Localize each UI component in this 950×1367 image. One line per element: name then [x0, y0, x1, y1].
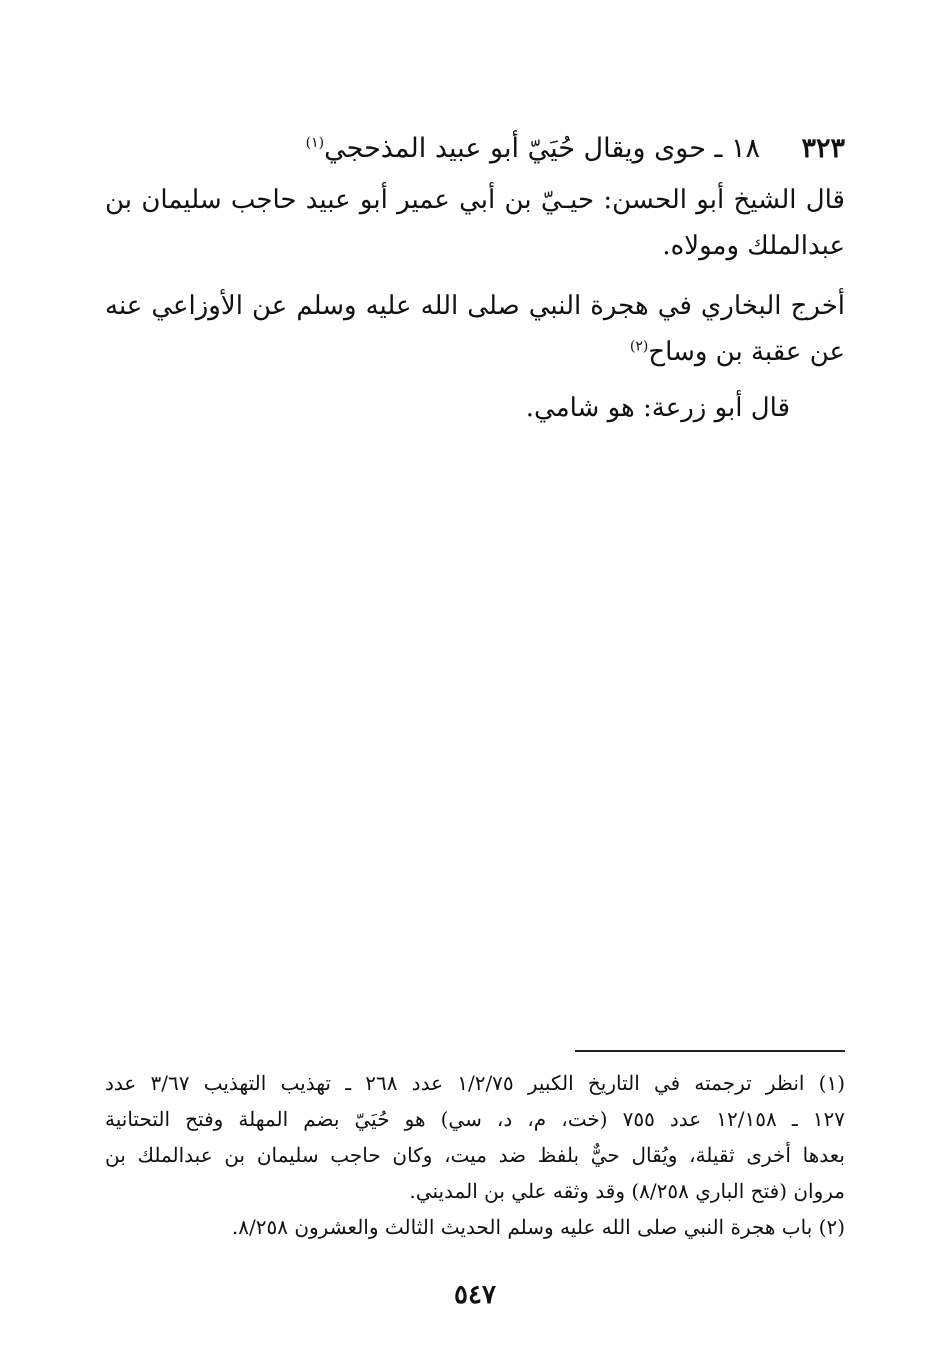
paragraph-2-line-2-text: عن عقبة بن وساح — [648, 337, 845, 367]
paragraph-2-line-2 — [630, 334, 845, 370]
entry-number: ٣٢٣ — [801, 133, 845, 164]
footnote-ref-2: (٢) — [629, 338, 649, 355]
footnote-2-line-1: (٢) باب هجرة النبي صلى الله عليه وسلم الحديث الثالث والعشرون ٨/٢٥٨. — [231, 1215, 845, 1239]
entry-sub-number: ١٨ — [730, 133, 760, 164]
footnote-1-line-3: بعدها أخرى ثقيلة، ويُقال حيٌّ بلفظ ضد ميت، وكان حاجب سليمان بن عبدالملك بن — [105, 1143, 845, 1167]
footnote-ref-1: (١) — [305, 135, 325, 151]
entry-heading-text: ـ حوى ويقال حُيَيّ أبو عبيد المذحجي — [324, 133, 723, 164]
entry-heading — [306, 131, 760, 167]
page-number: ٥٤٧ — [454, 1280, 496, 1310]
footnote-1-line-1: (١) انظر ترجمته في التاريخ الكبير ١/٢/٧٥ عدد ٢٦٨ ـ تهذيب التهذيب ٣/٦٧ عدد — [105, 1071, 845, 1095]
footnote-1-line-2: ١٢٧ ـ ١٢/١٥٨ عدد ٧٥٥ (خت، م، د، سي) هو حُيَيّ بضم المهلة وفتح التحتانية — [105, 1107, 845, 1131]
footnote-1-line-4: مروان (فتح الباري ٨/٢٥٨) وقد وثقه علي بن المديني. — [409, 1179, 845, 1203]
paragraph-2-line-1: أخرج البخاري في هجرة النبي صلى الله عليه وسلم عن الأوزاعي عنه — [105, 291, 845, 321]
paragraph-1-line-1: قال الشيخ أبو الحسن: حيـيّ بن أبي عمير أبو عبيد حاجب سليمان بن — [105, 185, 845, 215]
paragraph-3: قال أبو زرعة: هو شامي. — [525, 393, 790, 423]
paragraph-1-line-2: عبدالملك ومولاه. — [662, 231, 845, 261]
footnote-divider — [575, 1050, 845, 1052]
